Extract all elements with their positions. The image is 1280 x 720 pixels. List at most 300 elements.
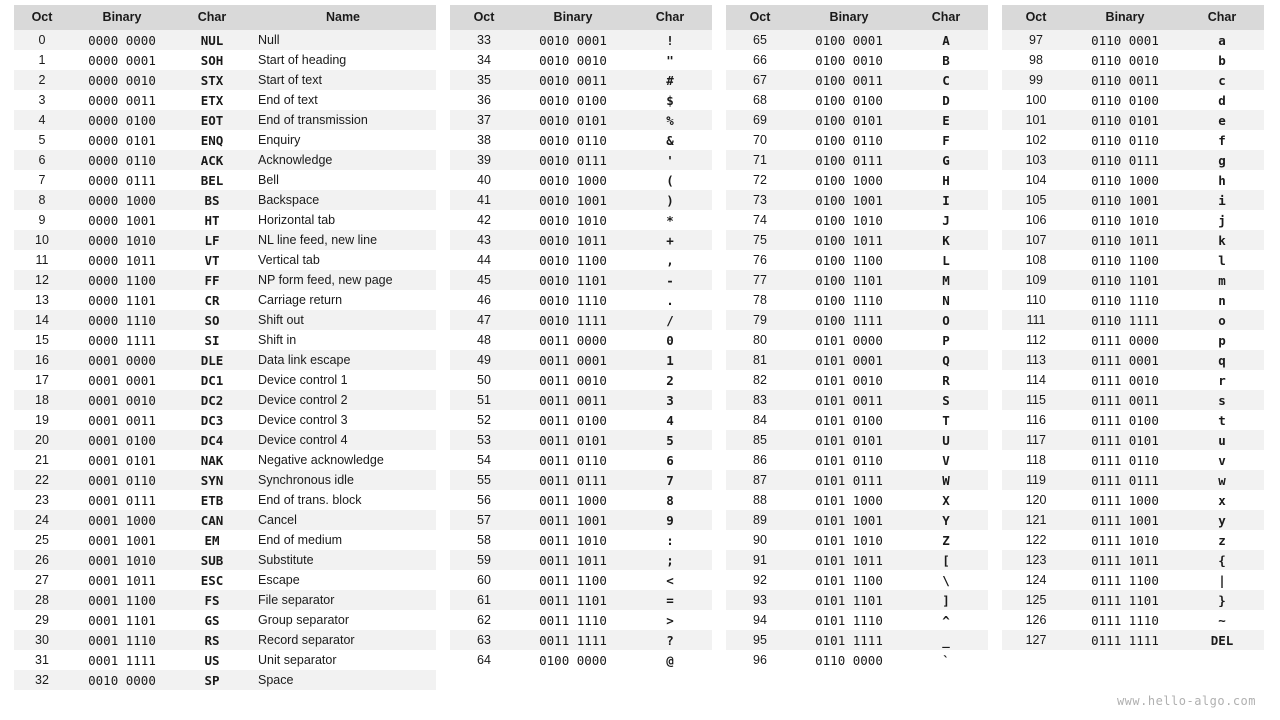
cell-char: ? (628, 630, 712, 650)
cell-oct: 108 (1002, 250, 1070, 270)
table-row (726, 170, 988, 190)
cell-oct: 97 (1002, 30, 1070, 50)
cell-char: } (1180, 590, 1264, 610)
cell-char: DC2 (174, 390, 250, 410)
cell-binary: 0011 1100 (518, 570, 628, 590)
cell-binary: 0001 0100 (70, 430, 174, 450)
cell-binary: 0100 1000 (794, 170, 904, 190)
cell-oct: 13 (14, 290, 70, 310)
cell-name: Device control 4 (250, 430, 436, 450)
cell-binary: 0001 0111 (70, 490, 174, 510)
cell-binary: 0010 0111 (518, 150, 628, 170)
cell-char: _ (904, 630, 988, 650)
cell-oct: 51 (450, 390, 518, 410)
table-row (450, 350, 712, 370)
cell-oct: 33 (450, 30, 518, 50)
cell-oct: 118 (1002, 450, 1070, 470)
cell-char: 6 (628, 450, 712, 470)
cell-oct: 87 (726, 470, 794, 490)
cell-oct: 125 (1002, 590, 1070, 610)
table-row (1002, 30, 1264, 50)
cell-binary: 0101 1001 (794, 510, 904, 530)
cell-oct: 57 (450, 510, 518, 530)
cell-binary: 0110 1100 (1070, 250, 1180, 270)
table-row (1002, 590, 1264, 610)
cell-oct: 85 (726, 430, 794, 450)
cell-binary: 0110 1110 (1070, 290, 1180, 310)
cell-oct: 84 (726, 410, 794, 430)
cell-oct: 4 (14, 110, 70, 130)
table-row (1002, 530, 1264, 550)
cell-binary: 0101 1010 (794, 530, 904, 550)
cell-binary: 0101 1110 (794, 610, 904, 630)
cell-binary: 0010 0010 (518, 50, 628, 70)
cell-oct: 20 (14, 430, 70, 450)
cell-char: t (1180, 410, 1264, 430)
column-header: Oct (1002, 5, 1070, 30)
table-row (14, 510, 436, 530)
cell-oct: 63 (450, 630, 518, 650)
cell-oct: 115 (1002, 390, 1070, 410)
cell-binary: 0000 1100 (70, 270, 174, 290)
table-row (14, 70, 436, 90)
cell-binary: 0111 1000 (1070, 490, 1180, 510)
cell-binary: 0011 1011 (518, 550, 628, 570)
cell-binary: 0000 1111 (70, 330, 174, 350)
cell-oct: 78 (726, 290, 794, 310)
cell-binary: 0000 1110 (70, 310, 174, 330)
cell-char: BS (174, 190, 250, 210)
cell-binary: 0101 1101 (794, 590, 904, 610)
cell-name: Synchronous idle (250, 470, 436, 490)
cell-char: g (1180, 150, 1264, 170)
cell-char: SI (174, 330, 250, 350)
cell-oct: 66 (726, 50, 794, 70)
cell-char: > (628, 610, 712, 630)
table-row (726, 550, 988, 570)
cell-oct: 30 (14, 630, 70, 650)
cell-char: HT (174, 210, 250, 230)
cell-binary: 0111 1111 (1070, 630, 1180, 650)
cell-char: u (1180, 430, 1264, 450)
cell-binary: 0011 0001 (518, 350, 628, 370)
column-header: Char (1180, 5, 1264, 30)
cell-char: ENQ (174, 130, 250, 150)
table-row (450, 630, 712, 650)
cell-oct: 86 (726, 450, 794, 470)
cell-char: R (904, 370, 988, 390)
cell-char: VT (174, 250, 250, 270)
table-row (14, 630, 436, 650)
cell-oct: 7 (14, 170, 70, 190)
cell-oct: 104 (1002, 170, 1070, 190)
cell-binary: 0101 0110 (794, 450, 904, 470)
table-row (726, 390, 988, 410)
cell-binary: 0000 1101 (70, 290, 174, 310)
cell-binary: 0100 1010 (794, 210, 904, 230)
cell-oct: 3 (14, 90, 70, 110)
cell-char: : (628, 530, 712, 550)
cell-oct: 48 (450, 330, 518, 350)
cell-char: NUL (174, 30, 250, 50)
cell-char: H (904, 170, 988, 190)
cell-char: F (904, 130, 988, 150)
cell-name: Space (250, 670, 436, 690)
cell-char: N (904, 290, 988, 310)
table-row (14, 470, 436, 490)
cell-oct: 9 (14, 210, 70, 230)
cell-oct: 82 (726, 370, 794, 390)
table-row (1002, 490, 1264, 510)
cell-char: k (1180, 230, 1264, 250)
cell-char: ' (628, 150, 712, 170)
cell-binary: 0010 1101 (518, 270, 628, 290)
cell-char: C (904, 70, 988, 90)
cell-name: Start of heading (250, 50, 436, 70)
table-row (1002, 410, 1264, 430)
cell-char: DEL (1180, 630, 1264, 650)
cell-char: \ (904, 570, 988, 590)
cell-oct: 25 (14, 530, 70, 550)
table-row (14, 350, 436, 370)
cell-binary: 0101 0101 (794, 430, 904, 450)
cell-name: End of trans. block (250, 490, 436, 510)
cell-char: DC1 (174, 370, 250, 390)
cell-binary: 0010 0110 (518, 130, 628, 150)
table-row (14, 450, 436, 470)
cell-char: 3 (628, 390, 712, 410)
cell-char: FS (174, 590, 250, 610)
cell-binary: 0000 1001 (70, 210, 174, 230)
cell-binary: 0100 0111 (794, 150, 904, 170)
cell-oct: 80 (726, 330, 794, 350)
table-punctuation-digits (450, 5, 712, 670)
cell-char: ( (628, 170, 712, 190)
cell-name: Device control 3 (250, 410, 436, 430)
table-row (450, 130, 712, 150)
cell-oct: 103 (1002, 150, 1070, 170)
cell-name: Acknowledge (250, 150, 436, 170)
cell-oct: 32 (14, 670, 70, 690)
cell-oct: 122 (1002, 530, 1070, 550)
cell-char: FF (174, 270, 250, 290)
cell-binary: 0100 0110 (794, 130, 904, 150)
cell-char: @ (628, 650, 712, 670)
table-row (1002, 510, 1264, 530)
table-row (14, 610, 436, 630)
cell-binary: 0001 0110 (70, 470, 174, 490)
cell-binary: 0000 1010 (70, 230, 174, 250)
cell-binary: 0001 1010 (70, 550, 174, 570)
cell-oct: 81 (726, 350, 794, 370)
cell-oct: 1 (14, 50, 70, 70)
cell-char: I (904, 190, 988, 210)
cell-name: End of medium (250, 530, 436, 550)
cell-oct: 127 (1002, 630, 1070, 650)
table-row (450, 110, 712, 130)
cell-oct: 119 (1002, 470, 1070, 490)
cell-oct: 11 (14, 250, 70, 270)
cell-char: l (1180, 250, 1264, 270)
cell-char: $ (628, 90, 712, 110)
cell-name: NP form feed, new page (250, 270, 436, 290)
cell-char: 2 (628, 370, 712, 390)
cell-binary: 0110 1000 (1070, 170, 1180, 190)
cell-binary: 0110 0001 (1070, 30, 1180, 50)
table-row (14, 90, 436, 110)
cell-oct: 39 (450, 150, 518, 170)
table-row (726, 410, 988, 430)
cell-oct: 92 (726, 570, 794, 590)
column-header: Oct (14, 5, 70, 30)
table-row (450, 570, 712, 590)
cell-char: CAN (174, 510, 250, 530)
table-row (14, 270, 436, 290)
cell-binary: 0011 0000 (518, 330, 628, 350)
table-row (726, 330, 988, 350)
cell-binary: 0100 1101 (794, 270, 904, 290)
cell-char: ACK (174, 150, 250, 170)
cell-binary: 0011 1010 (518, 530, 628, 550)
cell-oct: 22 (14, 470, 70, 490)
cell-oct: 70 (726, 130, 794, 150)
table-row (14, 230, 436, 250)
table-row (726, 610, 988, 630)
cell-binary: 0010 1110 (518, 290, 628, 310)
table-row (450, 30, 712, 50)
cell-char: p (1180, 330, 1264, 350)
cell-binary: 0110 1111 (1070, 310, 1180, 330)
cell-oct: 12 (14, 270, 70, 290)
table-row (14, 390, 436, 410)
column-header: Char (174, 5, 250, 30)
cell-char: SO (174, 310, 250, 330)
table-row (1002, 70, 1264, 90)
table-row (1002, 350, 1264, 370)
cell-binary: 0010 1000 (518, 170, 628, 190)
cell-oct: 27 (14, 570, 70, 590)
cell-binary: 0101 1111 (794, 630, 904, 650)
cell-binary: 0010 1100 (518, 250, 628, 270)
table-row (14, 650, 436, 670)
cell-char: z (1180, 530, 1264, 550)
cell-binary: 0011 1111 (518, 630, 628, 650)
cell-oct: 37 (450, 110, 518, 130)
cell-char: Y (904, 510, 988, 530)
table-row (14, 410, 436, 430)
cell-char: b (1180, 50, 1264, 70)
cell-binary: 0011 1001 (518, 510, 628, 530)
cell-oct: 21 (14, 450, 70, 470)
cell-char: w (1180, 470, 1264, 490)
table-header-row (726, 5, 988, 30)
cell-char: T (904, 410, 988, 430)
cell-char: x (1180, 490, 1264, 510)
cell-char: ) (628, 190, 712, 210)
cell-char: W (904, 470, 988, 490)
cell-char: # (628, 70, 712, 90)
table-row (450, 70, 712, 90)
cell-oct: 75 (726, 230, 794, 250)
cell-oct: 98 (1002, 50, 1070, 70)
cell-binary: 0001 0101 (70, 450, 174, 470)
table-row (450, 450, 712, 470)
cell-name: Data link escape (250, 350, 436, 370)
cell-char: ; (628, 550, 712, 570)
table-row (14, 190, 436, 210)
table-row (1002, 170, 1264, 190)
cell-char: P (904, 330, 988, 350)
cell-binary: 0101 1011 (794, 550, 904, 570)
cell-binary: 0000 1000 (70, 190, 174, 210)
cell-char: " (628, 50, 712, 70)
cell-char: = (628, 590, 712, 610)
cell-char: ^ (904, 610, 988, 630)
cell-char: ` (904, 650, 988, 670)
cell-oct: 113 (1002, 350, 1070, 370)
cell-char: M (904, 270, 988, 290)
table-row (1002, 150, 1264, 170)
cell-binary: 0010 0101 (518, 110, 628, 130)
table-row (1002, 50, 1264, 70)
cell-binary: 0011 0111 (518, 470, 628, 490)
table-row (450, 650, 712, 670)
cell-binary: 0110 0101 (1070, 110, 1180, 130)
table-row (450, 610, 712, 630)
table-row (1002, 130, 1264, 150)
cell-oct: 88 (726, 490, 794, 510)
cell-binary: 0010 1010 (518, 210, 628, 230)
cell-binary: 0110 0100 (1070, 90, 1180, 110)
cell-binary: 0011 0101 (518, 430, 628, 450)
table-row (14, 310, 436, 330)
cell-char: 5 (628, 430, 712, 450)
table-row (726, 110, 988, 130)
cell-oct: 95 (726, 630, 794, 650)
cell-binary: 0100 0100 (794, 90, 904, 110)
cell-char: + (628, 230, 712, 250)
cell-binary: 0001 0011 (70, 410, 174, 430)
table-row (1002, 230, 1264, 250)
table-row (726, 90, 988, 110)
column-header: Binary (518, 5, 628, 30)
cell-oct: 40 (450, 170, 518, 190)
cell-char: L (904, 250, 988, 270)
cell-binary: 0111 0111 (1070, 470, 1180, 490)
cell-char: < (628, 570, 712, 590)
cell-oct: 36 (450, 90, 518, 110)
table-row (726, 490, 988, 510)
cell-binary: 0101 0001 (794, 350, 904, 370)
cell-name: Device control 1 (250, 370, 436, 390)
cell-char: [ (904, 550, 988, 570)
cell-oct: 15 (14, 330, 70, 350)
cell-binary: 0100 0000 (518, 650, 628, 670)
cell-char: / (628, 310, 712, 330)
cell-oct: 77 (726, 270, 794, 290)
cell-char: B (904, 50, 988, 70)
cell-oct: 17 (14, 370, 70, 390)
table-header-row (14, 5, 436, 30)
cell-char: ~ (1180, 610, 1264, 630)
cell-oct: 65 (726, 30, 794, 50)
cell-oct: 49 (450, 350, 518, 370)
table-row (726, 510, 988, 530)
table-row (726, 370, 988, 390)
column-header: Name (250, 5, 436, 30)
cell-binary: 0111 0101 (1070, 430, 1180, 450)
table-row (14, 30, 436, 50)
table-row (1002, 630, 1264, 650)
cell-oct: 24 (14, 510, 70, 530)
cell-oct: 34 (450, 50, 518, 70)
cell-char: d (1180, 90, 1264, 110)
cell-char: Q (904, 350, 988, 370)
cell-char: SUB (174, 550, 250, 570)
table-row (14, 110, 436, 130)
table-row (14, 430, 436, 450)
cell-oct: 93 (726, 590, 794, 610)
cell-name: Shift in (250, 330, 436, 350)
cell-char: h (1180, 170, 1264, 190)
cell-oct: 5 (14, 130, 70, 150)
cell-char: EOT (174, 110, 250, 130)
cell-oct: 116 (1002, 410, 1070, 430)
cell-oct: 106 (1002, 210, 1070, 230)
column-header: Binary (794, 5, 904, 30)
cell-binary: 0001 0010 (70, 390, 174, 410)
cell-char: BEL (174, 170, 250, 190)
cell-binary: 0000 0111 (70, 170, 174, 190)
table-row (450, 230, 712, 250)
cell-binary: 0010 1001 (518, 190, 628, 210)
cell-oct: 110 (1002, 290, 1070, 310)
cell-binary: 0001 1001 (70, 530, 174, 550)
cell-char: 4 (628, 410, 712, 430)
table-row (450, 330, 712, 350)
cell-name: End of text (250, 90, 436, 110)
cell-name: Negative acknowledge (250, 450, 436, 470)
cell-oct: 74 (726, 210, 794, 230)
cell-binary: 0110 1011 (1070, 230, 1180, 250)
cell-oct: 107 (1002, 230, 1070, 250)
cell-binary: 0000 0001 (70, 50, 174, 70)
cell-oct: 43 (450, 230, 518, 250)
cell-oct: 46 (450, 290, 518, 310)
cell-char: n (1180, 290, 1264, 310)
site-watermark: www.hello-algo.com (1116, 694, 1256, 708)
cell-char: NAK (174, 450, 250, 470)
cell-oct: 41 (450, 190, 518, 210)
cell-oct: 56 (450, 490, 518, 510)
table-row (1002, 610, 1264, 630)
cell-binary: 0111 0110 (1070, 450, 1180, 470)
table-control-chars (14, 5, 436, 690)
table-row (450, 290, 712, 310)
cell-oct: 89 (726, 510, 794, 530)
cell-oct: 29 (14, 610, 70, 630)
cell-char: K (904, 230, 988, 250)
column-header: Binary (1070, 5, 1180, 30)
table-header-row (450, 5, 712, 30)
table-lowercase (1002, 5, 1264, 650)
cell-oct: 120 (1002, 490, 1070, 510)
table-row (1002, 90, 1264, 110)
table-row (726, 150, 988, 170)
cell-oct: 0 (14, 30, 70, 50)
table-row (14, 670, 436, 690)
table-row (1002, 370, 1264, 390)
